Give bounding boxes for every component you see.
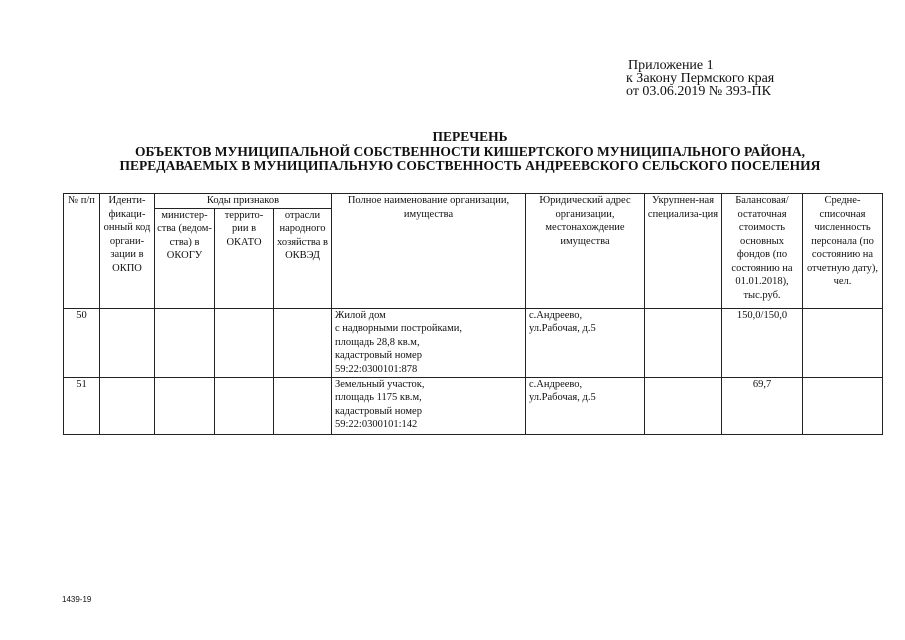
- row-staff: [803, 308, 883, 377]
- header-address: Юридический адрес организации, местонахождение имущества: [526, 194, 645, 309]
- row-name-line: площадь 28,8 кв.м,: [335, 336, 420, 348]
- property-table: [63, 193, 883, 435]
- appendix-title: Приложение 1: [628, 58, 714, 73]
- row-name-line: 59:22:0300101:878: [335, 363, 418, 375]
- row-address-line: ул.Рабочая, д.5: [529, 323, 596, 334]
- appendix-block: [626, 59, 774, 98]
- table-row: [64, 308, 883, 377]
- document-code: 1439-19: [62, 595, 92, 604]
- row-name-line: площадь 1175 кв.м,: [335, 392, 422, 403]
- header-okpo: Иденти-фикаци-онный код органи-зации в ОКПО: [100, 194, 155, 309]
- appendix-date: от 03.06.2019 № 393-ПК: [626, 84, 771, 99]
- document-title: [60, 130, 880, 173]
- header-staff: Средне-списочная численность персонала (по состоянию на отчетную дату), чел.: [803, 194, 883, 309]
- row-address-line: с.Андреево,: [529, 378, 583, 390]
- row-okogu: [155, 308, 215, 377]
- row-okato: [215, 377, 274, 434]
- header-row-1: [64, 194, 883, 209]
- row-address: [526, 308, 645, 377]
- header-codes-group: Коды признаков: [155, 194, 332, 209]
- table-row: [64, 377, 883, 434]
- title-line-2: ОБЪЕКТОВ МУНИЦИПАЛЬНОЙ СОБСТВЕННОСТИ КИШЕРТСКОГО МУНИЦИПАЛЬНОГО РАЙОНА,: [135, 144, 805, 159]
- row-okpo: [100, 308, 155, 377]
- row-name-line: 59:22:0300101:142: [335, 419, 418, 430]
- row-name-line: с надворными постройками,: [335, 323, 462, 334]
- row-spec: [645, 308, 722, 377]
- row-name: [332, 377, 526, 434]
- header-okogu: министер-ства (ведом-ства) в ОКОГУ: [155, 208, 215, 308]
- title-line-3: ПЕРЕДАВАЕМЫХ В МУНИЦИПАЛЬНУЮ СОБСТВЕННОСТЬ АНДРЕЕВСКОГО СЕЛЬСКОГО ПОСЕЛЕНИЯ: [119, 158, 821, 173]
- header-balance: Балансовая/ остаточная стоимость основных фондов (по состоянию на 01.01.2018), тыс.руб.: [722, 194, 803, 309]
- row-okato: [215, 308, 274, 377]
- row-staff: [803, 377, 883, 434]
- header-okato: террито-рии в ОКАТО: [215, 208, 274, 308]
- row-name: [332, 308, 526, 377]
- header-num: № п/п: [64, 194, 100, 309]
- row-address-line: с.Андреево,: [529, 309, 583, 321]
- row-balance: 69,7: [722, 377, 803, 434]
- row-name-line: кадастровый номер: [335, 350, 422, 361]
- row-name-line: кадастровый номер: [335, 405, 422, 417]
- header-name: Полное наименование организации, имущества: [332, 194, 526, 309]
- row-name-line: Земельный участок,: [335, 378, 425, 390]
- row-okved: [274, 308, 332, 377]
- row-num: 50: [64, 308, 100, 377]
- title-line-1: ПЕРЕЧЕНЬ: [432, 129, 508, 144]
- row-name-line: Жилой дом: [335, 309, 386, 321]
- row-balance: 150,0/150,0: [722, 308, 803, 377]
- appendix-law: к Закону Пермского края: [626, 71, 775, 86]
- row-spec: [645, 377, 722, 434]
- row-okogu: [155, 377, 215, 434]
- row-okpo: [100, 377, 155, 434]
- header-okved: отрасли народного хозяйства в ОКВЭД: [274, 208, 332, 308]
- row-address-line: ул.Рабочая, д.5: [529, 392, 596, 403]
- row-num: 51: [64, 377, 100, 434]
- header-spec: Укрупнен-ная специализа-ция: [645, 194, 722, 309]
- row-okved: [274, 377, 332, 434]
- row-address: [526, 377, 645, 434]
